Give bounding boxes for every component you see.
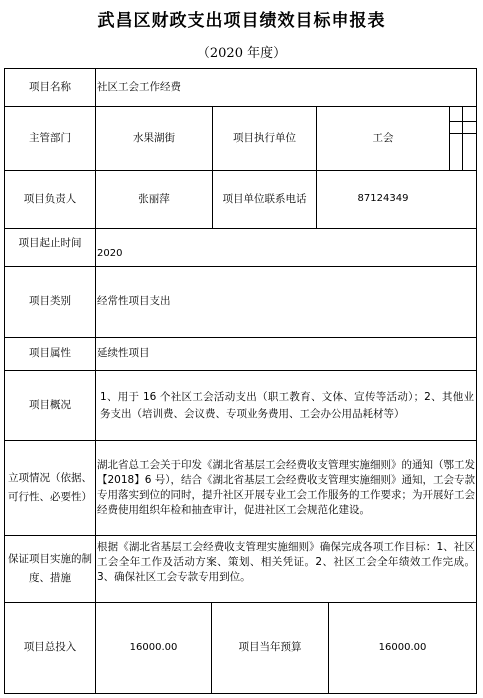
exec-unit-label: 项目执行单位 bbox=[233, 131, 296, 144]
measures-value: 根据《湖北省基层工会经费收支管理实施细则》确保完成各项工作目标：1、社区工会全年工作及活动方案、策划、相关凭证。2、社区工会全年绩效工作完成。3、确保社区工会专款专用到位。 bbox=[97, 541, 475, 583]
exec-unit-value: 工会 bbox=[372, 131, 394, 144]
table-line bbox=[4, 693, 476, 694]
table-line bbox=[462, 106, 463, 170]
department-label: 主管部门 bbox=[29, 131, 71, 144]
measures-cell bbox=[97, 540, 475, 590]
overview-value: 1、用于 16 个社区工会活动支出（职工教育、文体、宣传等活动）；2、其他业务支出（培训费、会议费、专项业务费用、工会办公用品耗材等） bbox=[100, 390, 474, 420]
basis-cell bbox=[97, 441, 475, 535]
annual-budget-value: 16000.00 bbox=[378, 641, 427, 653]
attribute-label: 项目属性 bbox=[29, 347, 71, 360]
department-value: 水果湖街 bbox=[133, 131, 175, 144]
owner-label: 项目负责人 bbox=[23, 192, 77, 205]
table-line bbox=[449, 106, 450, 170]
start-time-value: 2020 bbox=[97, 248, 123, 260]
project-name-label: 项目名称 bbox=[29, 80, 71, 93]
table-line bbox=[476, 68, 477, 694]
total-investment-label: 项目总投入 bbox=[23, 641, 77, 654]
basis-value: 湖北省总工会关于印发《湖北省基层工会经费收支管理实施细则》的通知（鄂工发【2018】6 号），结合《湖北省基层工会经费收支管理实施细则》通知，工会专款专用落实到位的同时，提升社区开展专业工会工作服务的工作要求；为开展好工会经费使用组织年检和抽查审计，促进社区工会规范化建设。 bbox=[97, 459, 475, 516]
owner-value: 张丽萍 bbox=[138, 192, 170, 205]
phone-label: 项目单位联系电话 bbox=[222, 192, 307, 205]
page-title: 武昌区财政支出项目绩效目标申报表 bbox=[97, 11, 386, 31]
overview-cell bbox=[97, 371, 474, 440]
category-value: 经常性项目支出 bbox=[97, 295, 171, 308]
page-subtitle: （2020 年度） bbox=[196, 46, 287, 61]
basis-label: 立项情况（依据、可行性、必要性） bbox=[8, 472, 92, 503]
measures-label: 保证项目实施的制度、措施 bbox=[8, 553, 92, 584]
project-name-value: 社区工会工作经费 bbox=[97, 80, 181, 93]
annual-budget-label: 项目当年预算 bbox=[238, 641, 302, 654]
overview-label: 项目概况 bbox=[29, 398, 71, 411]
phone-value: 87124349 bbox=[357, 193, 409, 205]
start-time-label: 项目起止时间 bbox=[18, 237, 82, 250]
attribute-value: 延续性项目 bbox=[97, 347, 150, 360]
category-label: 项目类别 bbox=[29, 295, 71, 308]
total-investment-value: 16000.00 bbox=[129, 641, 178, 653]
